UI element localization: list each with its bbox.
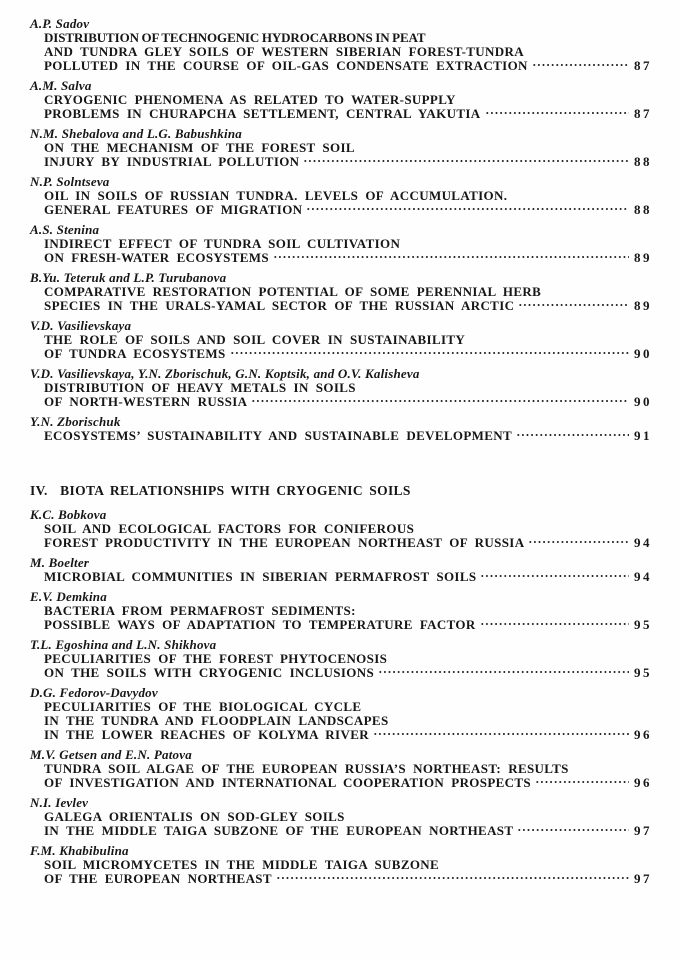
page-number: 87 xyxy=(634,106,652,121)
entry-title-text: ECOSYSTEMS’ SUSTAINABILITY AND SUSTAINABLE DEVELOPMENT xyxy=(44,428,513,443)
entry-title-line: COMPARATIVE RESTORATION POTENTIAL OF SOME PERENNIAL HERB xyxy=(44,284,542,299)
entry-authors: M.V. Getsen and E.N. Patova xyxy=(30,747,192,762)
entry-authors: K.C. Bobkova xyxy=(30,507,107,522)
toc-entry xyxy=(30,686,652,742)
entry-authors: E.V. Demkina xyxy=(30,589,107,604)
dot-leader xyxy=(485,107,629,121)
dot-leader xyxy=(528,536,629,550)
entry-title-text: PROBLEMS IN CHURAPCHA SETTLEMENT, CENTRAL YAKUTIA xyxy=(44,106,481,121)
dot-leader xyxy=(535,776,629,790)
page-number: 88 xyxy=(634,154,652,169)
entry-title-line: DISTRIBUTION OF HEAVY METALS IN SOILS xyxy=(44,380,356,395)
entry-title-text: IN THE LOWER REACHES OF KOLYMA RIVER xyxy=(44,727,369,742)
toc-entry xyxy=(30,367,652,409)
entry-title-line: TUNDRA SOIL ALGAE OF THE EUROPEAN RUSSIA’S NORTHEAST: RESULTS xyxy=(44,761,569,776)
dot-leader xyxy=(480,570,629,584)
page-number: 94 xyxy=(634,569,652,584)
toc-block-list xyxy=(30,17,652,886)
dot-leader xyxy=(230,347,629,361)
toc-entry xyxy=(30,638,652,680)
entry-authors: A.S. Stenina xyxy=(30,222,100,237)
entry-title-line xyxy=(30,824,652,838)
toc-entry xyxy=(30,319,652,361)
entry-title-line xyxy=(30,251,652,265)
page-number: 90 xyxy=(634,346,652,361)
entry-authors: A.P. Sadov xyxy=(30,16,90,31)
entry-title-text: ON FRESH-WATER ECOSYSTEMS xyxy=(44,250,269,265)
dot-leader xyxy=(373,728,629,742)
entry-title-line: PECULIARITIES OF THE FOREST PHYTOCENOSIS xyxy=(44,651,388,666)
page-number: 94 xyxy=(634,535,652,550)
entry-authors: M. Boelter xyxy=(30,555,90,570)
entry-authors: F.M. Khabibulina xyxy=(30,843,129,858)
entry-authors: A.M. Salva xyxy=(30,78,92,93)
dot-leader xyxy=(251,395,629,409)
entry-authors: T.L. Egoshina and L.N. Shikhova xyxy=(30,637,217,652)
entry-title-text: POLLUTED IN THE COURSE OF OIL-GAS CONDENSATE EXTRACTION xyxy=(44,58,528,73)
page-number: 89 xyxy=(634,250,652,265)
page-number: 91 xyxy=(634,428,652,443)
entry-authors: V.D. Vasilievskaya, Y.N. Zborischuk, G.N. Koptsik, and O.V. Kalisheva xyxy=(30,366,420,381)
entry-title-line: INDIRECT EFFECT OF TUNDRA SOIL CULTIVATION xyxy=(44,236,401,251)
entry-title-line: BACTERIA FROM PERMAFROST SEDIMENTS: xyxy=(44,603,356,618)
entry-title-line: OIL IN SOILS OF RUSSIAN TUNDRA. LEVELS OF ACCUMULATION. xyxy=(44,188,508,203)
entry-title-line: ON THE MECHANISM OF THE FOREST SOIL xyxy=(44,140,355,155)
entry-title-line xyxy=(30,59,652,73)
entry-title-line xyxy=(30,429,652,443)
entry-title-line xyxy=(30,872,652,886)
toc-entry xyxy=(30,223,652,265)
entry-title-line xyxy=(30,776,652,790)
entry-title-line: IN THE TUNDRA AND FLOODPLAIN LANDSCAPES xyxy=(44,713,389,728)
entry-title-text: OF TUNDRA ECOSYSTEMS xyxy=(44,346,226,361)
dot-leader xyxy=(303,155,629,169)
page-number: 96 xyxy=(634,775,652,790)
entry-title-text: IN THE MIDDLE TAIGA SUBZONE OF THE EUROPEAN NORTHEAST xyxy=(44,823,514,838)
entry-authors: Y.N. Zborischuk xyxy=(30,414,121,429)
entry-authors: N.P. Solntseva xyxy=(30,174,110,189)
toc-entry xyxy=(30,590,652,632)
entry-title-text: MICROBIAL COMMUNITIES IN SIBERIAN PERMAFROST SOILS xyxy=(44,569,477,584)
entry-title-text: OF THE EUROPEAN NORTHEAST xyxy=(44,871,272,886)
entry-title-line xyxy=(30,728,652,742)
page-number: 88 xyxy=(634,202,652,217)
toc-entry xyxy=(30,175,652,217)
entry-authors: B.Yu. Teteruk and L.P. Turubanova xyxy=(30,270,227,285)
page-number: 87 xyxy=(634,58,652,73)
entry-title-text: INJURY BY INDUSTRIAL POLLUTION xyxy=(44,154,300,169)
section-heading: IV. BIOTA RELATIONSHIPS WITH CRYOGENIC SOILS xyxy=(30,483,411,498)
entry-title-text: FOREST PRODUCTIVITY IN THE EUROPEAN NORTHEAST OF RUSSIA xyxy=(44,535,525,550)
entry-authors: D.G. Fedorov-Davydov xyxy=(30,685,158,700)
dot-leader xyxy=(532,59,629,73)
dot-leader xyxy=(273,251,629,265)
page-number: 95 xyxy=(634,617,652,632)
dot-leader xyxy=(517,824,629,838)
dot-leader xyxy=(480,618,629,632)
entry-title-line xyxy=(30,155,652,169)
entry-title-text: OF INVESTIGATION AND INTERNATIONAL COOPERATION PROSPECTS xyxy=(44,775,531,790)
entry-authors: N.M. Shebalova and L.G. Babushkina xyxy=(30,126,242,141)
toc-entry xyxy=(30,17,652,73)
toc-entry xyxy=(30,748,652,790)
entry-title-line: DISTRIBUTION OF TECHNOGENIC HYDROCARBONS IN PEAT xyxy=(44,30,426,45)
entry-title-line: THE ROLE OF SOILS AND SOIL COVER IN SUSTAINABILITY xyxy=(44,332,466,347)
dot-leader xyxy=(276,872,629,886)
entry-title-line: PECULIARITIES OF THE BIOLOGICAL CYCLE xyxy=(44,699,362,714)
toc-entry xyxy=(30,844,652,886)
toc-entry xyxy=(30,271,652,313)
toc-entry xyxy=(30,127,652,169)
entry-title-line xyxy=(30,618,652,632)
entry-title-text: SPECIES IN THE URALS-YAMAL SECTOR OF THE RUSSIAN ARCTIC xyxy=(44,298,515,313)
dot-leader xyxy=(516,429,629,443)
entry-title-line xyxy=(30,107,652,121)
entry-title-line: GALEGA ORIENTALIS ON SOD-GLEY SOILS xyxy=(44,809,345,824)
toc-entry xyxy=(30,508,652,550)
toc-entry xyxy=(30,415,652,443)
toc-entry xyxy=(30,556,652,584)
entry-title-line xyxy=(30,347,652,361)
entry-title-line: SOIL AND ECOLOGICAL FACTORS FOR CONIFEROUS xyxy=(44,521,415,536)
entry-title-text: POSSIBLE WAYS OF ADAPTATION TO TEMPERATURE FACTOR xyxy=(44,617,476,632)
entry-title-text: OF NORTH-WESTERN RUSSIA xyxy=(44,394,248,409)
page-number: 97 xyxy=(634,823,652,838)
dot-leader xyxy=(378,666,629,680)
page-number: 90 xyxy=(634,394,652,409)
entry-title-line xyxy=(30,203,652,217)
entry-authors: V.D. Vasilievskaya xyxy=(30,318,132,333)
entry-title-line xyxy=(30,666,652,680)
toc-entry xyxy=(30,79,652,121)
entry-title-line xyxy=(30,395,652,409)
dot-leader xyxy=(306,203,629,217)
entry-title-line: AND TUNDRA GLEY SOILS OF WESTERN SIBERIAN FOREST-TUNDRA xyxy=(44,44,524,59)
page-number: 97 xyxy=(634,871,652,886)
page-number: 95 xyxy=(634,665,652,680)
entry-title-line: SOIL MICROMYCETES IN THE MIDDLE TAIGA SUBZONE xyxy=(44,857,440,872)
entry-title-line xyxy=(30,536,652,550)
entry-authors: N.I. Ievlev xyxy=(30,795,89,810)
page-number: 96 xyxy=(634,727,652,742)
dot-leader xyxy=(518,299,629,313)
toc-entry xyxy=(30,796,652,838)
entry-title-text: GENERAL FEATURES OF MIGRATION xyxy=(44,202,303,217)
entry-title-text: ON THE SOILS WITH CRYOGENIC INCLUSIONS xyxy=(44,665,375,680)
entry-title-line xyxy=(30,570,652,584)
entry-title-line xyxy=(30,299,652,313)
entry-title-line: CRYOGENIC PHENOMENA AS RELATED TO WATER-SUPPLY xyxy=(44,92,456,107)
page-number: 89 xyxy=(634,298,652,313)
